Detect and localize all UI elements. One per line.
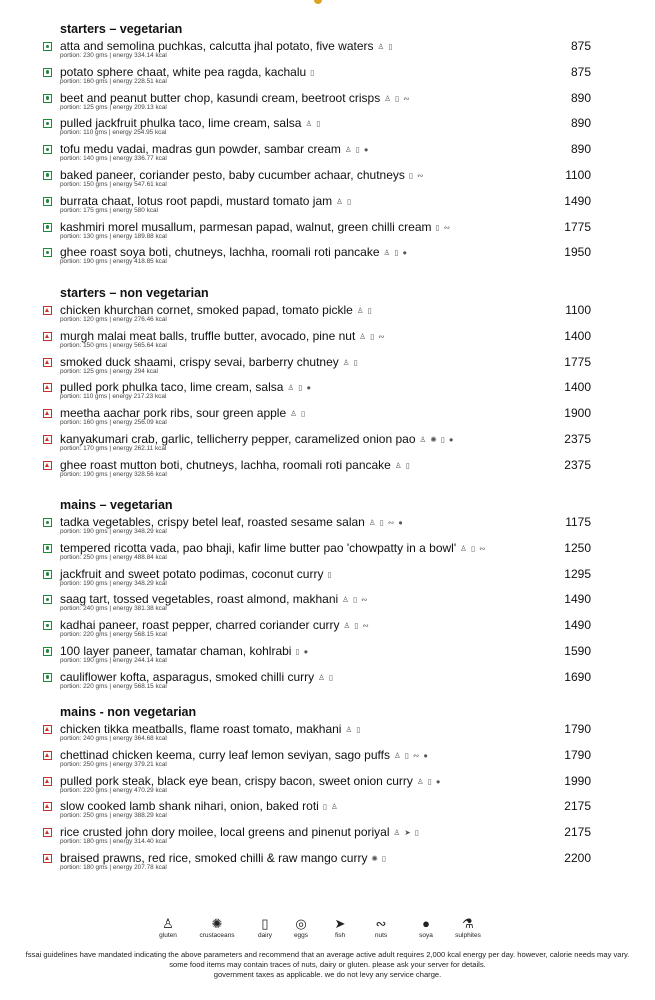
price: 1100	[565, 303, 591, 317]
menu-item	[43, 303, 603, 329]
allergen-icons: ♙ ▯ ∾	[343, 621, 370, 631]
price: 1900	[564, 406, 591, 421]
veg-mark-icon	[43, 570, 52, 579]
dish-name: chettinad chicken keema, curry leaf lemon seviyan, sago puffs	[60, 747, 390, 762]
menu-item	[43, 644, 603, 670]
portion-energy: portion: 110 gms | energy 254.95 kcal	[60, 129, 167, 137]
portion-energy: portion: 150 gms | energy 547.61 kcal	[60, 180, 167, 188]
portion-energy: portion: 170 gms | energy 262.11 kcal	[60, 444, 167, 452]
veg-mark-icon	[43, 68, 52, 77]
price: 1490	[564, 618, 591, 633]
veg-mark-icon	[43, 94, 52, 103]
veg-mark-icon	[43, 42, 52, 51]
portion-energy: portion: 190 gms | energy 418.85 kcal	[60, 258, 167, 266]
allergen-icons: ♙ ▯	[318, 672, 335, 682]
legend-label: sulphites	[455, 932, 481, 939]
dish-name: tempered ricotta vada, pao bhaji, kafir lime butter pao 'chowpatty in a bowl'	[60, 540, 457, 555]
price: 1490	[564, 193, 591, 208]
veg-mark-icon	[43, 119, 52, 128]
allergen-icons: ♙ ▯	[345, 725, 362, 734]
footer-notes	[0, 950, 655, 980]
eggs-icon: ◎	[295, 916, 307, 931]
veg-mark-icon	[43, 544, 52, 553]
veg-mark-icon	[43, 518, 52, 527]
allergen-legend	[0, 916, 655, 944]
dish-name: slow cooked lamb shank nihari, onion, baked roti	[60, 799, 319, 814]
portion-energy: portion: 190 gms | energy 348.29 kcal	[60, 579, 167, 587]
portion-energy: portion: 130 gms | energy 189.88 kcal	[60, 232, 167, 240]
portion-energy: portion: 190 gms | energy 348.29 kcal	[60, 528, 167, 535]
nonveg-mark-icon	[43, 461, 52, 470]
veg-mark-icon	[43, 145, 52, 154]
price: 875	[570, 64, 591, 79]
menu-item	[43, 168, 603, 194]
portion-energy: portion: 125 gms | energy 294 kcal	[60, 367, 158, 375]
portion-energy: portion: 180 gms | energy 314.40 kcal	[60, 838, 167, 846]
legend-item-gluten	[146, 916, 190, 940]
portion-energy: portion: 160 gms | energy 256.09 kcal	[60, 419, 167, 427]
nonveg-mark-icon	[43, 409, 52, 418]
menu-section	[43, 286, 603, 484]
veg-mark-icon	[43, 248, 52, 257]
dish-name: cauliflower kofta, asparagus, smoked chilli curry	[60, 669, 315, 684]
menu-item	[43, 799, 603, 825]
allergen-icons: ♙ ▯ ●	[416, 776, 442, 786]
price: 1790	[564, 722, 591, 736]
legend-label: nuts	[374, 932, 388, 939]
allergen-icons: ▯	[310, 67, 316, 77]
dairy-icon: ▯	[261, 916, 269, 931]
menu-item	[43, 515, 603, 541]
veg-mark-icon	[43, 673, 52, 682]
portion-energy: portion: 220 gms | energy 470.29 kcal	[60, 786, 167, 794]
allergen-icons: ▯ ♙	[322, 802, 339, 812]
price: 1775	[564, 354, 591, 369]
allergen-icons: ♙ ✺ ▯ ●	[419, 434, 455, 444]
menu-section	[43, 22, 603, 271]
soya-icon: ●	[422, 916, 430, 931]
portion-energy: portion: 220 gms | energy 568.15 kcal	[60, 682, 167, 690]
veg-mark-icon	[43, 621, 52, 630]
allergen-icons: ▯ ∾	[435, 222, 451, 232]
menu-item	[43, 355, 603, 381]
price: 890	[570, 116, 591, 131]
allergen-icons: ♙ ▯	[305, 119, 322, 129]
nonveg-mark-icon	[43, 854, 52, 863]
nuts-icon: ∾	[375, 916, 387, 931]
nonveg-mark-icon	[43, 802, 52, 811]
legend-label: crustaceans	[199, 932, 235, 939]
dish-name: saag tart, tossed vegetables, roast almond, makhani	[60, 592, 339, 607]
allergen-icons: ♙ ▯ ∾ ●	[393, 750, 429, 760]
legend-label: dairy	[257, 932, 273, 939]
legend-item-soya	[404, 916, 448, 940]
legend-label: gluten	[159, 932, 177, 939]
section-title: mains – vegetarian	[60, 498, 173, 512]
portion-energy: portion: 125 gms | energy 209.13 kcal	[60, 103, 167, 111]
nonveg-mark-icon	[43, 383, 52, 392]
allergen-icons: ♙ ▯ ∾	[342, 595, 369, 605]
allergen-icons: ♙ ▯ ∾	[384, 93, 411, 103]
nonveg-mark-icon	[43, 777, 52, 786]
dish-name: rice crusted john dory moilee, local greens and pinenut poriyal	[60, 825, 390, 840]
allergen-icons: ♙ ▯ ∾	[359, 331, 386, 341]
legend-item-fish	[318, 916, 362, 940]
allergen-icons: ♙ ▯	[377, 42, 394, 51]
veg-mark-icon	[43, 223, 52, 232]
menu-item	[43, 220, 603, 246]
menu-item	[43, 670, 603, 696]
menu-item	[43, 432, 603, 458]
nonveg-mark-icon	[43, 306, 52, 315]
menu-section	[43, 705, 603, 877]
portion-energy: portion: 240 gms | energy 364.68 kcal	[60, 735, 167, 742]
price: 1100	[565, 167, 591, 182]
price: 1990	[564, 773, 591, 788]
menu-item	[43, 194, 603, 220]
price: 1490	[564, 592, 591, 607]
legend-item-nuts	[359, 916, 403, 940]
price: 875	[570, 39, 591, 53]
dish-name: pulled pork steak, black eye bean, crispy bacon, sweet onion curry	[60, 773, 413, 788]
price: 1175	[565, 515, 591, 529]
dish-name: tadka vegetables, crispy betel leaf, roasted sesame salan	[60, 515, 365, 529]
price: 1400	[564, 328, 591, 343]
dish-name: tofu medu vadai, madras gun powder, sambar cream	[60, 142, 341, 157]
fish-icon: ➤	[334, 916, 346, 931]
price: 1400	[564, 380, 591, 395]
portion-energy: portion: 250 gms | energy 388.29 kcal	[60, 812, 167, 820]
portion-energy: portion: 140 gms | energy 336.77 kcal	[60, 155, 167, 163]
menu-item	[43, 406, 603, 432]
menu-item	[43, 245, 603, 271]
portion-energy: portion: 160 gms | energy 228.51 kcal	[60, 77, 167, 85]
nonveg-mark-icon	[43, 332, 52, 341]
portion-energy: portion: 250 gms | energy 488.84 kcal	[60, 553, 167, 561]
menu-item	[43, 142, 603, 168]
allergen-icons: ♙ ▯	[394, 460, 411, 470]
dish-name: pulled pork phulka taco, lime cream, salsa	[60, 380, 284, 395]
dish-name: pulled jackfruit phulka taco, lime cream, salsa	[60, 116, 302, 131]
legend-label: eggs	[293, 932, 309, 939]
portion-energy: portion: 230 gms | energy 334.14 kcal	[60, 52, 167, 59]
dish-name: chicken tikka meatballs, flame roast tomato, makhani	[60, 722, 342, 736]
price: 1250	[564, 540, 591, 555]
menu-item	[43, 541, 603, 567]
footer-line-2: some food items may contain traces of nuts, dairy or gluten. please ask your server for details.	[169, 960, 486, 969]
portion-energy: portion: 190 gms | energy 328.56 kcal	[60, 470, 167, 478]
price: 2200	[564, 850, 591, 865]
menu-item	[43, 851, 603, 877]
menu-item	[43, 567, 603, 593]
allergen-icons: ♙ ▯	[342, 357, 359, 367]
allergen-icons: ♙ ▯ ∾ ●	[368, 518, 404, 527]
dish-name: atta and semolina puchkas, calcutta jhal potato, five waters	[60, 39, 374, 53]
menu-item	[43, 329, 603, 355]
crustaceans-icon: ✺	[211, 916, 223, 931]
dish-name: kadhai paneer, roast pepper, charred coriander curry	[60, 618, 340, 633]
legend-label: soya	[419, 932, 433, 939]
allergen-icons: ♙ ▯	[336, 196, 353, 206]
veg-mark-icon	[43, 647, 52, 656]
allergen-icons: ✺ ▯	[371, 853, 387, 863]
menu-item	[43, 825, 603, 851]
dish-name: jackfruit and sweet potato podimas, coconut curry	[60, 566, 324, 581]
price: 1690	[564, 669, 591, 684]
section-title: starters – non vegetarian	[60, 286, 209, 300]
allergen-icons: ♙ ▯ ●	[383, 248, 409, 258]
menu-item	[43, 774, 603, 800]
allergen-icons: ♙ ➤ ▯	[393, 828, 420, 838]
legend-label: fish	[334, 932, 346, 939]
dish-name: kanyakumari crab, garlic, tellicherry pepper, caramelized onion pao	[60, 431, 416, 446]
allergen-icons: ♙ ▯ ●	[287, 383, 313, 393]
section-title: starters – vegetarian	[60, 22, 183, 36]
nonveg-mark-icon	[43, 725, 52, 734]
price: 2375	[564, 457, 591, 472]
veg-mark-icon	[43, 197, 52, 206]
allergen-icons: ♙ ▯	[290, 409, 307, 419]
menu-item	[43, 65, 603, 91]
top-decoration	[314, 0, 322, 4]
allergen-icons: ▯ ∾	[408, 170, 425, 180]
price: 2175	[564, 799, 591, 814]
price: 1295	[564, 566, 591, 581]
footer-line-3: government taxes as applicable. we do not levy any service charge.	[213, 970, 442, 979]
price: 890	[570, 142, 591, 157]
dish-name: smoked duck shaami, crispy sevai, barberry chutney	[60, 354, 339, 369]
portion-energy: portion: 180 gms | energy 207.78 kcal	[60, 863, 167, 871]
portion-energy: portion: 150 gms | energy 565.64 kcal	[60, 341, 167, 349]
dish-name: meetha aachar pork ribs, sour green apple	[60, 406, 287, 421]
dish-name: braised prawns, red rice, smoked chilli & raw mango curry	[60, 850, 368, 865]
menu-item	[43, 91, 603, 117]
nonveg-mark-icon	[43, 828, 52, 837]
portion-energy: portion: 175 gms | energy 580 kcal	[60, 206, 158, 214]
veg-mark-icon	[43, 595, 52, 604]
price: 2375	[564, 431, 591, 446]
allergen-icons: ▯	[327, 569, 333, 579]
portion-energy: portion: 190 gms | energy 244.14 kcal	[60, 656, 167, 664]
menu-item	[43, 458, 603, 484]
nonveg-mark-icon	[43, 435, 52, 444]
section-title: mains - non vegetarian	[60, 705, 197, 719]
portion-energy: portion: 110 gms | energy 217.23 kcal	[60, 393, 167, 401]
gluten-icon: ♙	[162, 916, 174, 931]
price: 1950	[564, 245, 591, 260]
nonveg-mark-icon	[43, 358, 52, 367]
menu-item	[43, 618, 603, 644]
veg-mark-icon	[43, 171, 52, 180]
footer-line-1: fssai guidelines have mandated indicating the above parameters and recommend that an average active adult requires 2,000 kcal energy per day. however, calorie needs may vary.	[25, 950, 630, 959]
portion-energy: portion: 220 gms | energy 568.15 kcal	[60, 631, 167, 639]
dish-name: 100 layer paneer, tamatar chaman, kohlrabi	[60, 643, 292, 658]
dish-name: ghee roast soya boti, chutneys, lachha, roomali roti pancake	[60, 245, 380, 260]
price: 2175	[564, 825, 591, 840]
menu-item	[43, 748, 603, 774]
legend-item-sulphites	[446, 916, 490, 940]
menu-item	[43, 380, 603, 406]
dish-name: beet and peanut butter chop, kasundi cream, beetroot crisps	[60, 90, 381, 105]
dish-name: potato sphere chaat, white pea ragda, kachalu	[60, 64, 307, 79]
portion-energy: portion: 250 gms | energy 379.21 kcal	[60, 760, 167, 768]
price: 1590	[564, 643, 591, 658]
sulphites-icon: ⚗	[462, 916, 474, 931]
menu-item	[43, 592, 603, 618]
allergen-icons: ▯ ●	[295, 646, 310, 656]
dish-name: kashmiri morel musallum, parmesan papad, walnut, green chilli cream	[60, 219, 432, 234]
portion-energy: portion: 120 gms | energy 276.46 kcal	[60, 316, 167, 323]
allergen-icons: ♙ ▯ ●	[344, 145, 370, 155]
legend-item-crustaceans	[195, 916, 239, 940]
legend-item-eggs	[279, 916, 323, 940]
menu-item	[43, 722, 603, 748]
price: 1775	[564, 219, 591, 234]
price: 1790	[564, 747, 591, 762]
dish-name: baked paneer, coriander pesto, baby cucumber achaar, chutneys	[60, 167, 405, 182]
menu-section	[43, 498, 603, 696]
menu-item	[43, 39, 603, 65]
dish-name: burrata chaat, lotus root papdi, mustard tomato jam	[60, 193, 333, 208]
nonveg-mark-icon	[43, 751, 52, 760]
allergen-icons: ♙ ▯ ∾	[460, 543, 487, 553]
menu-item	[43, 116, 603, 142]
allergen-icons: ♙ ▯	[356, 306, 373, 315]
portion-energy: portion: 240 gms | energy 381.38 kcal	[60, 605, 167, 613]
dish-name: murgh malai meat balls, truffle butter, avocado, pine nut	[60, 328, 356, 343]
price: 890	[570, 90, 591, 105]
dish-name: ghee roast mutton boti, chutneys, lachha, roomali roti pancake	[60, 457, 391, 472]
dish-name: chicken khurchan cornet, smoked papad, tomato pickle	[60, 303, 353, 317]
